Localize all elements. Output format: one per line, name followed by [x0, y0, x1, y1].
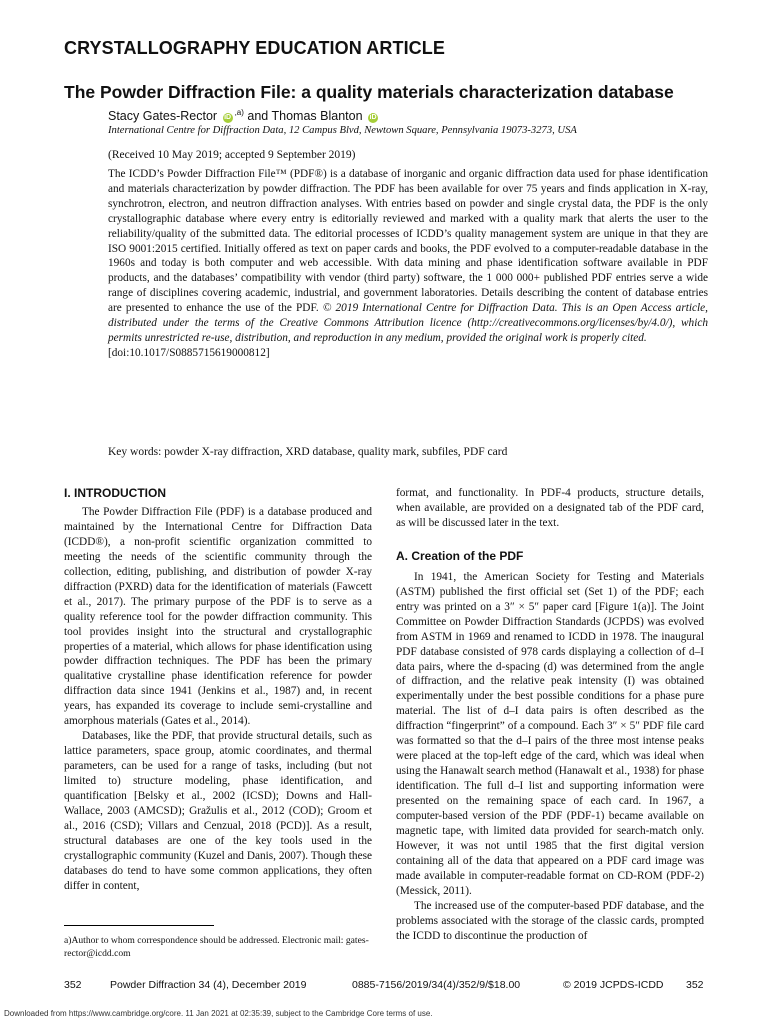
- subsection-heading: A. Creation of the PDF: [396, 548, 524, 563]
- article-title: The Powder Diffraction File: a quality materials characterization database: [64, 82, 674, 102]
- author-2: Thomas Blanton: [271, 109, 363, 124]
- page-number-right: 352: [686, 979, 704, 991]
- issn-info: 0885-7156/2019/34(4)/352/9/$18.00: [352, 979, 521, 991]
- orcid-icon[interactable]: iD: [369, 114, 377, 122]
- abstract: [108, 167, 708, 361]
- keywords: Key words: powder X-ray diffraction, XRD database, quality mark, subfiles, PDF card: [108, 446, 508, 458]
- author-1: Stacy Gates-Rector: [108, 109, 218, 124]
- right-column: [396, 486, 704, 944]
- orcid-icon[interactable]: iD: [224, 114, 232, 122]
- page-number-left: 352: [64, 979, 82, 991]
- doi[interactable]: [doi:10.1017/S0885715619000812]: [108, 346, 270, 359]
- creation-paragraph-1: In 1941, the American Society for Testing and Materials (ASTM) published the first official set (Set 1) of the PDF; each entry was printed on a 3″ × 5″ paper card [Figure 1(a)]. The Joint Committee on Powder Diffraction Standards (JCPDS) was evolved from ASTM in 1969 and renamed to ICDD in 1978. The inaugural PDF database consisted of 978 cards displaying a collection of d–I data pairs, where the d-spacing (d) was determined from the angle of diffraction, and the relative peak intensity (I) was obtained experimentally under the best possible conditions for a phase pure material. The list of d–I data pairs is often described as the diffraction “fingerprint” of a compound. Each 3″ × 5″ PDF file card was formatted so that the d–I pairs of the three most intense peaks were placed at the top-left edge of the card, which was ideal when using the Hanawalt search method (Hanawalt et al., 1938) for phase identification. The full d–I list and supporting information were presented on the remaining space of each card. In 1967, a computer-based version of the PDF (PDF-1) became available on magnetic tape, with limited data provided for search-match only. However, it was not until 1985 that the first digital version containing all of the data that appeared on a PDF card image was made available in computer-readable format on CD-ROM (PDF-2) (Messick, 2011).: [396, 570, 704, 897]
- affiliation: International Centre for Diffraction Data, 12 Campus Blvd, Newtown Square, Pennsylvania 19073-3273, USA: [108, 125, 577, 136]
- author-line: [108, 108, 380, 123]
- intro-paragraph-1: The Powder Diffraction File (PDF) is a database produced and maintained by the International Centre for Diffraction Data (ICDD®), a non-profit scientific organization committed to meeting the needs of the scientific community through the collection, editing, publishing, and distribution of powder X-ray diffraction (PXRD) data for the identification of materials (Fawcett et al., 2017). The primary purpose of the PDF is to serve as a quality reference tool for the powder diffraction community. This tool provides insight into the structural and crystallographic properties of a material, which allows for phase identification using powder diffraction techniques. The PDF has been the primary qualitative crystalline phase identification reference for powder diffraction data since 1941 (Jenkins et al., 1987) and, in recent years, has expanded its coverage to include semi-crystalline and amorphous materials (Gates et al., 2014).: [64, 505, 372, 728]
- received-dates: (Received 10 May 2019; accepted 9 September 2019): [108, 149, 356, 161]
- copyright: © 2019 JCPDS-ICDD: [563, 979, 664, 991]
- continued-paragraph: format, and functionality. In PDF-4 products, structure details, when available, are provided on a designated tab of the PDF card, as will be discussed later in the text.: [396, 487, 704, 529]
- page-footer: [0, 979, 768, 995]
- author-1-mark: ,a): [234, 108, 244, 117]
- section-label: CRYSTALLOGRAPHY EDUCATION ARTICLE: [64, 38, 445, 58]
- left-column: [64, 486, 372, 894]
- footnote: a)Author to whom correspondence should be addressed. Electronic mail: gates-rector@icdd.com: [64, 935, 369, 959]
- creation-paragraph-2: The increased use of the computer-based PDF database, and the problems associated with the storage of the classic cards, prompted the ICDD to discontinue the production of: [396, 899, 704, 942]
- abstract-text: The ICDD’s Powder Diffraction File™ (PDF®) is a database of inorganic and organic diffraction data used for phase identification and materials characterization by powder diffraction. The PDF has been available for over 75 years and finds application in X-ray, synchrotron, electron, and neutron diffraction analyses. With entries based on powder and single crystal data, the PDF is the only crystallographic database where every entry is editorially reviewed and marked with a quality mark that alerts the user to the reliability/quality of the submitted data. The editorial processes of ICDD’s quality management system are unique in that they are ISO 9001:2015 certified. Initially offered as text on paper cards and books, the PDF evolved to a computer-readable database in the 1960s and today is both computer and web accessible. With data mining and phase identification software available in PDF products, and the databases’ compatibility with vendor (third party) software, the 1 000 000+ published PDF entries serve a wide range of disciplines covering academic, industrial, and government laboratories. Details describing the content of database entries are presented to enhance the use of the PDF.: [108, 168, 708, 315]
- intro-paragraph-2: Databases, like the PDF, that provide structural details, such as lattice parameters, space group, atomic coordinates, and thermal parameters, can be used for a range of tasks, including (but not limited to) structure modeling, phase identification, and quantification [Belsky et al., 2002 (ICSD); Downs and Hall-Wallace, 2003 (AMCSD); Gražulis et al., 2012 (COD); Groom et al., 2016 (CSD); Villars and Cenzual, 2018 (PCD)]. As a result, structural databases are one of the key tools used in the crystallographic community (Kuzel and Danis, 2007). Though these databases do tend to have some common applications, they often differ in content,: [64, 730, 372, 892]
- abstract-license: © 2019 International Centre for Diffraction Data. This is an Open Access article, distributed under the terms of the Creative Commons Attribution licence (http://creativecommons.org/licenses/by/4.0/), which permits unrestricted re-use, distribution, and reproduction in any medium, provided the original work is properly cited.: [108, 302, 708, 344]
- footnote-rule: [64, 925, 214, 926]
- author-and: and: [247, 109, 269, 124]
- download-notice: Downloaded from https://www.cambridge.org/core. 11 Jan 2021 at 02:35:39, subject to the Cambridge Core terms of use.: [4, 1009, 433, 1018]
- journal-info: Powder Diffraction 34 (4), December 2019: [110, 979, 307, 991]
- intro-heading: I. INTRODUCTION: [64, 486, 166, 500]
